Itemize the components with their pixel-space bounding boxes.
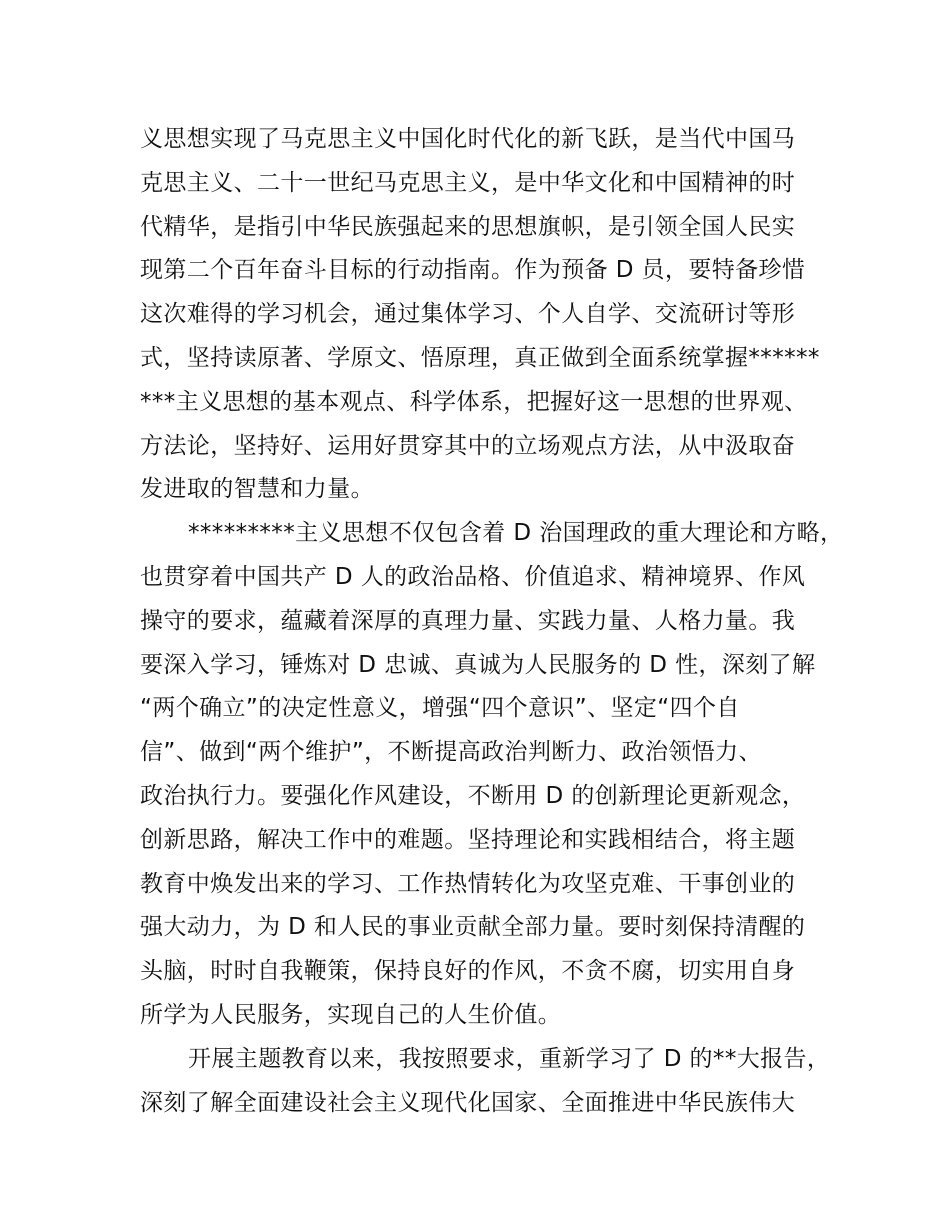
text-line: 要深入学习，锤炼对 D 忠诚、真诚为人民服务的 D 性，深刻了解 [140, 651, 816, 678]
text-line: 操守的要求，蕴藏着深厚的真理力量、实践力量、人格力量。我 [140, 607, 796, 634]
text-line: 政治执行力。要强化作风建设，不断用 D 的创新理论更新观念， [140, 782, 806, 809]
text-line: 创新思路，解决工作中的难题。坚持理论和实践相结合，将主题 [140, 826, 796, 853]
text-line: 也贯穿着中国共产 D 人的政治品格、价值追求、精神境界、作风 [140, 563, 806, 590]
text-line: 代精华，是指引中华民族强起来的思想旗帜，是引领全国人民实 [140, 213, 796, 240]
text-line: *********主义思想不仅包含着 D 治国理政的重大理论和方略， [188, 520, 844, 547]
text-line: 这次难得的学习机会，通过集体学习、个人自学、交流研讨等形 [140, 301, 796, 328]
text-line: 教育中焕发出来的学习、工作热情转化为攻坚克难、干事创业的 [140, 870, 796, 897]
document-body [140, 118, 844, 1125]
text-line: 克思主义、二十一世纪马克思主义，是中华文化和中国精神的时 [140, 169, 796, 196]
text-line: 所学为人民服务，实现自己的人生价值。 [140, 1001, 562, 1028]
text-line: 强大动力，为 D 和人民的事业贡献全部力量。要时刻保持清醒的 [140, 914, 806, 941]
text-line: “两个确立”的决定性意义，增强“四个意识”、坚定“四个自 [140, 695, 740, 722]
text-line: 方法论，坚持好、运用好贯穿其中的立场观点方法，从中汲取奋 [140, 432, 796, 459]
text-line: 式，坚持读原著、学原文、悟原理，真正做到全面系统掌握****** [140, 344, 820, 371]
text-line: 开展主题教育以来，我按照要求，重新学习了 D 的**大报告， [188, 1045, 831, 1072]
text-line: 义思想实现了马克思主义中国化时代化的新飞跃，是当代中国马 [140, 126, 796, 152]
text-line: 发进取的智慧和力量。 [140, 476, 374, 503]
text-line: 深刻了解全面建设社会主义现代化国家、全面推进中华民族伟大 [140, 1089, 796, 1116]
text-line: 信”、做到“两个维护”，不断提高政治判断力、政治领悟力、 [140, 739, 762, 766]
text-line: 现第二个百年奋斗目标的行动指南。作为预备 D 员，要特备珍惜 [140, 257, 806, 284]
text-line: 头脑，时时自我鞭策，保持良好的作风，不贪不腐，切实用自身 [140, 958, 796, 985]
text-line: ***主义思想的基本观点、科学体系，把握好这一思想的世界观、 [140, 388, 808, 415]
